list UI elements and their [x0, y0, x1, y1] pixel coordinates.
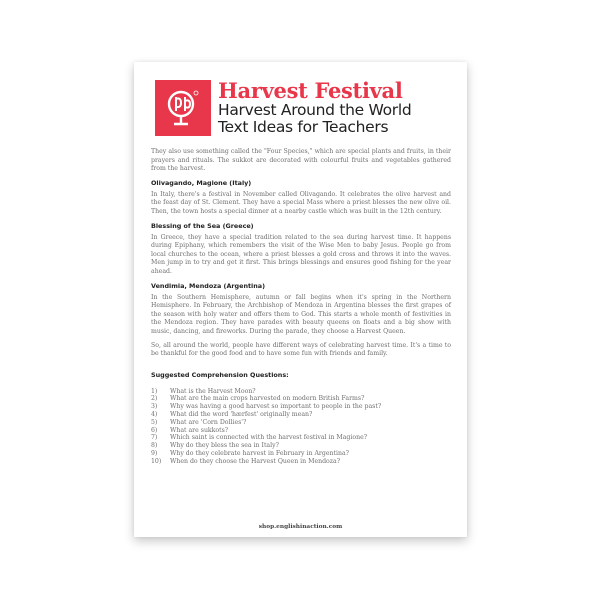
page-title: Harvest Festival: [218, 78, 403, 103]
question-number: 9): [151, 450, 158, 458]
questions-heading: Suggested Comprehension Questions:: [151, 370, 289, 379]
english-in-action-logo-icon: [155, 80, 211, 136]
question-number: 3): [151, 403, 158, 411]
question-item: [151, 403, 451, 411]
question-text: Why was having a good harvest so important to people in the past?: [170, 403, 382, 411]
question-item: [151, 442, 451, 450]
subtitle-line-1: Harvest Around the World: [218, 101, 412, 119]
question-text: What did the word 'hærfest' originally mean?: [170, 411, 313, 419]
questions-list: [151, 388, 451, 466]
worksheet-page: [134, 62, 467, 537]
section-text: In Italy, there's a festival in November called Olivagando. It celebrates the olive harvest and the feast day of St. Clement. They have a special Mass where a priest blesses the new olive oil. Then, the town hosts a special dinner at a nearby castle which was built in the 12th century.: [151, 190, 451, 215]
question-number: 2): [151, 395, 158, 403]
question-text: Which saint is connected with the harvest festival in Magione?: [170, 434, 368, 442]
question-item: [151, 427, 451, 435]
question-item: [151, 411, 451, 419]
section-heading: Olivagando, Magione (Italy): [151, 178, 252, 187]
question-text: What is the Harvest Moon?: [170, 387, 256, 395]
body-content: [151, 148, 451, 466]
question-item: [151, 388, 451, 396]
question-text: What are the main crops harvested on modern British Farms?: [170, 395, 365, 403]
section-heading: Blessing of the Sea (Greece): [151, 221, 254, 230]
question-number: 4): [151, 411, 158, 419]
section-text: In Greece, they have a special tradition related to the sea during harvest time. It happens during Epiphany, which remembers the visit of the Wise Men to baby Jesus. People go from local churches to the ocean, where a priest blesses a gold cross and throws it into the waves. Men jump in to try and get it first. This brings blessings and ensures good fishing for the year ahead.: [151, 233, 451, 275]
question-text: Why do they celebrate harvest in February in Argentina?: [170, 450, 349, 458]
question-item: [151, 434, 451, 442]
section-text: In the Southern Hemisphere, autumn or fall begins when it's spring in the Northern Hemisphere. In February, the Archbishop of Mendoza in Argentina blesses the first grapes of the season with holy water and offers them to God. This starts a whole month of festivities in the Mendoza region. They have parades with beauty queens on floats and a big show with music, dancing, and fireworks. During the parade, they choose a Harvest Queen.: [151, 293, 451, 335]
question-number: 6): [151, 426, 158, 434]
footer-url: shop.englishinaction.com: [258, 524, 343, 530]
question-text: When do they choose the Harvest Queen in Mendoza?: [170, 457, 341, 465]
intro-paragraph: They also use something called the "Four Species," which are special plants and fruits, in their prayers and rituals. The sukkot are decorated with colourful fruits and vegetables gathered from the harvest.: [151, 148, 451, 173]
question-item: [151, 450, 451, 458]
question-number: 1): [151, 387, 158, 395]
subtitle-line-2: Text Ideas for Teachers: [218, 118, 389, 136]
question-item: [151, 395, 451, 403]
question-number: 5): [151, 418, 158, 426]
question-text: What are 'Corn Dollies'?: [170, 418, 247, 426]
section-heading: Vendimia, Mendoza (Argentina): [151, 281, 266, 290]
question-text: What are sukkots?: [170, 426, 229, 434]
question-number: 8): [151, 442, 158, 450]
header: [155, 80, 411, 136]
question-number: 10): [151, 457, 162, 465]
conclusion-paragraph: So, all around the world, people have different ways of celebrating harvest time. It's a time to be thankful for the good food and to have some fun with friends and family.: [151, 341, 451, 358]
question-item: [151, 458, 451, 466]
question-number: 7): [151, 434, 158, 442]
question-text: Why do they bless the sea in Italy?: [170, 442, 279, 450]
question-item: [151, 419, 451, 427]
